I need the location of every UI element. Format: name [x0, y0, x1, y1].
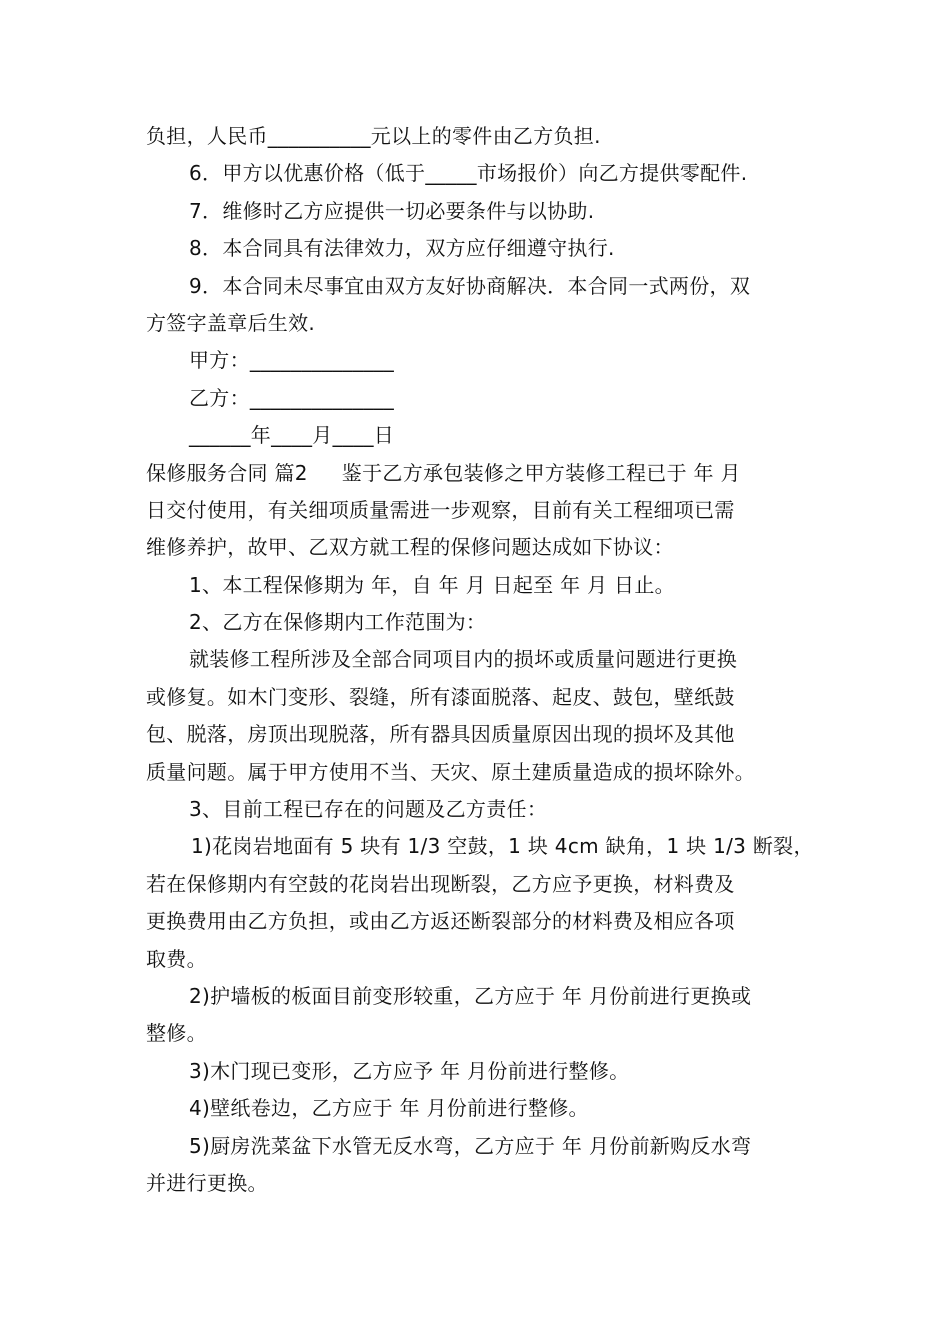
- clause-line: 并进行更换。: [146, 1170, 268, 1195]
- clause-line: 更换费用由乙方负担，或由乙方返还断裂部分的材料费及相应各项: [146, 909, 735, 934]
- clause-line: 就装修工程所涉及全部合同项目内的损坏或质量问题进行更换: [189, 647, 738, 672]
- clause-9: 9．本合同未尽事宜由双方友好协商解决．本合同一式两份，双: [189, 273, 751, 298]
- clause-line: 若在保修期内有空鼓的花岗岩出现断裂，乙方应予更换，材料费及: [146, 871, 735, 896]
- clause-line: 3、目前工程已存在的问题及乙方责任：: [189, 797, 548, 822]
- clause-line: 质量问题。属于甲方使用不当、天灾、原土建质量造成的损坏除外。: [146, 759, 755, 784]
- section-intro-line: 日交付使用，有关细项质量需进一步观察，目前有关工程细项已需: [146, 497, 735, 522]
- date-line: ______年____月____日: [189, 423, 395, 448]
- clause-7: 7．维修时乙方应提供一切必要条件与以协助.: [189, 198, 595, 223]
- clause-line: 1、本工程保修期为 年，自 年 月 日起至 年 月 日止。: [189, 572, 675, 597]
- section-intro-line: 维修养护，故甲、乙双方就工程的保修问题达成如下协议：: [146, 535, 674, 560]
- clause-line: 整修。: [146, 1021, 207, 1046]
- clause-line: 取费。: [146, 946, 207, 971]
- section-heading-line: [146, 455, 816, 492]
- contract-text: [146, 118, 816, 1202]
- party-b-signature-line: 乙方：______________: [189, 385, 395, 410]
- clause-8: 8．本合同具有法律效力，双方应仔细遵守执行.: [189, 236, 615, 261]
- clause-9-continued: 方签字盖章后生效.: [146, 310, 316, 335]
- clause-line: 3)木门现已变形，乙方应予 年 月份前进行整修。: [189, 1058, 630, 1083]
- clause-line: 5)厨房洗菜盆下水管无反水弯，乙方应于 年 月份前新购反水弯: [189, 1133, 752, 1158]
- clause-line: 4)壁纸卷边，乙方应于 年 月份前进行整修。: [189, 1096, 589, 1121]
- clause-line: 1)花岗岩地面有 5 块有 1/3 空鼓，1 块 4cm 缺角，1 块 1/3 断裂，: [191, 834, 814, 859]
- clause-line: 包、脱落，房顶出现脱落，所有器具因质量原因出现的损坏及其他: [146, 722, 735, 747]
- clause-6: 6．甲方以优惠价格（低于_____市场报价）向乙方提供零配件.: [189, 161, 748, 186]
- clause-line: 或修复。如木门变形、裂缝，所有漆面脱落、起皮、鼓包，壁纸鼓: [146, 684, 735, 709]
- clause-line: 2、乙方在保修期内工作范围为：: [189, 610, 487, 635]
- clause-line: 2)护墙板的板面目前变形较重，乙方应于 年 月份前进行更换或: [189, 983, 752, 1008]
- section-intro-start: 鉴于乙方承包装修之甲方装修工程已于 年 月: [341, 460, 741, 485]
- party-a-signature-line: 甲方：______________: [189, 348, 395, 373]
- section-title: 保修服务合同 篇2: [146, 460, 308, 485]
- paragraph-line: 负担，人民币__________元以上的零件由乙方负担.: [146, 124, 601, 148]
